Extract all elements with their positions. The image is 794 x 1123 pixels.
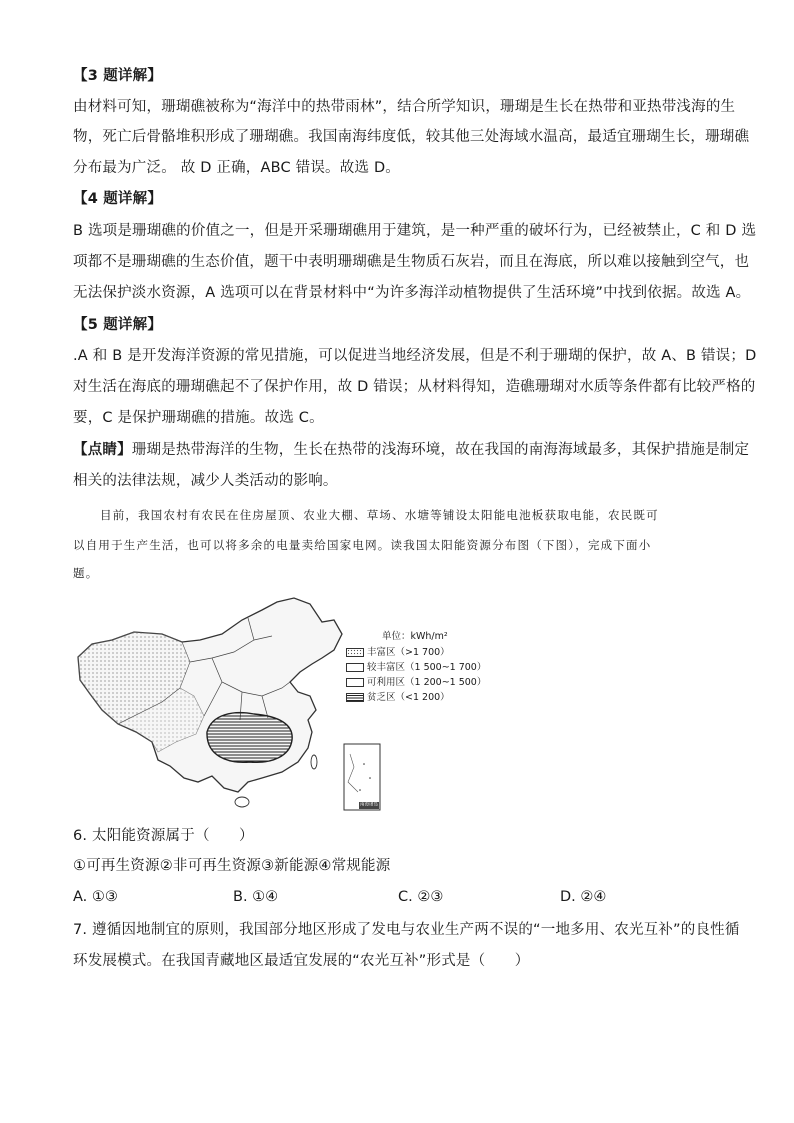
q3-heading: 【3 题详解】 <box>73 68 163 84</box>
material-line: 目前，我国农村有农民在住房屋顶、农业大棚、草场、水塘等铺设太阳能电池板获取电能，农民既可 <box>100 508 659 522</box>
poor-region <box>207 713 292 763</box>
q4-heading: 【4 题详解】 <box>73 191 163 207</box>
legend-label: 丰富区（>1 700） <box>367 647 450 658</box>
q5-line: .A 和 B 是开发海洋资源的常见措施，可以促进当地经济发展，但是不利于珊瑚的保护，故 A、B 错误；D <box>73 348 757 364</box>
option-d[interactable]: D. ②④ <box>560 889 607 905</box>
legend-label: 可利用区（1 200~1 500） <box>367 677 487 688</box>
option-a[interactable]: A. ①③ <box>73 889 118 905</box>
q3-line: 物，死亡后骨骼堆积形成了珊瑚礁。我国南海纬度低，较其他三处海域水温高，最适宜珊瑚生长，珊瑚礁 <box>73 129 750 145</box>
legend-label: 较丰富区（1 500~1 700） <box>367 662 487 673</box>
point-line: 相关的法律法规，减少人类活动的影响。 <box>73 473 338 489</box>
legend-item <box>346 660 486 675</box>
q3-line: 分布最为广泛。 故 D 正确，ABC 错误。故选 D。 <box>73 160 401 176</box>
option-c[interactable]: C. ②③ <box>398 889 444 905</box>
q6-stem: 6. 太阳能资源属于（ ） <box>73 828 254 844</box>
q4-line: 项都不是珊瑚礁的生态价值，题干中表明珊瑚礁是生物质石灰岩，而且在海底，所以难以接触到空气，也 <box>73 254 750 270</box>
q4-line: B 选项是珊瑚礁的价值之一，但是开采珊瑚礁用于建筑，是一种严重的破坏行为，已经被禁止，C 和 D 选 <box>73 223 757 239</box>
taiwan <box>311 755 317 769</box>
point-line <box>73 440 749 460</box>
option-b[interactable]: B. ①④ <box>233 889 279 905</box>
q7-line: 7. 遵循因地制宜的原则，我国部分地区形成了发电与农业生产两不误的“一地多用、农光互补”的良性循 <box>73 922 740 938</box>
legend-label: 贫乏区（<1 200） <box>367 692 450 703</box>
q4-line: 无法保护淡水资源，A 选项可以在背景材料中“为许多海洋动植物提供了生活环境”中找到依据。故选 A。 <box>73 285 751 301</box>
plain-swatch <box>346 663 364 672</box>
hainan <box>235 797 249 807</box>
legend-item <box>346 690 486 705</box>
plain-swatch <box>346 678 364 687</box>
inset-label: 南海诸岛 <box>360 801 379 808</box>
map-unit: 单位：kWh/m² <box>382 631 448 642</box>
legend-item <box>346 645 486 660</box>
dots-swatch <box>346 648 364 657</box>
point-text: 珊瑚是热带海洋的生物，生长在热带的浅海环境，故在我国的南海海域最多，其保护措施是制定 <box>131 442 750 458</box>
point-label: 【点睛】 <box>73 442 132 458</box>
q5-line: 要，C 是保护珊瑚礁的措施。故选 C。 <box>73 410 324 426</box>
q3-line: 由材料可知，珊瑚礁被称为“海洋中的热带雨林”，结合所学知识，珊瑚是生长在热带和亚热带浅海的生 <box>73 99 736 115</box>
q7-line: 环发展模式。在我国青藏地区最适宜发展的“农光互补”形式是（ ） <box>73 953 530 969</box>
material-line: 题。 <box>73 566 99 580</box>
hatch-swatch <box>346 693 364 702</box>
material-line: 以自用于生产生活，也可以将多余的电量卖给国家电网。读我国太阳能资源分布图（下图），完成下面小 <box>73 538 652 552</box>
q5-line: 对生活在海底的珊瑚礁起不了保护作用，故 D 错误；从材料得知，造礁珊瑚对水质等条件都有比较严格的 <box>73 379 756 395</box>
q6-choices: ①可再生资源②非可再生资源③新能源④常规能源 <box>73 858 391 874</box>
q5-heading: 【5 题详解】 <box>73 317 163 333</box>
map-legend <box>346 645 486 705</box>
legend-item <box>346 675 486 690</box>
